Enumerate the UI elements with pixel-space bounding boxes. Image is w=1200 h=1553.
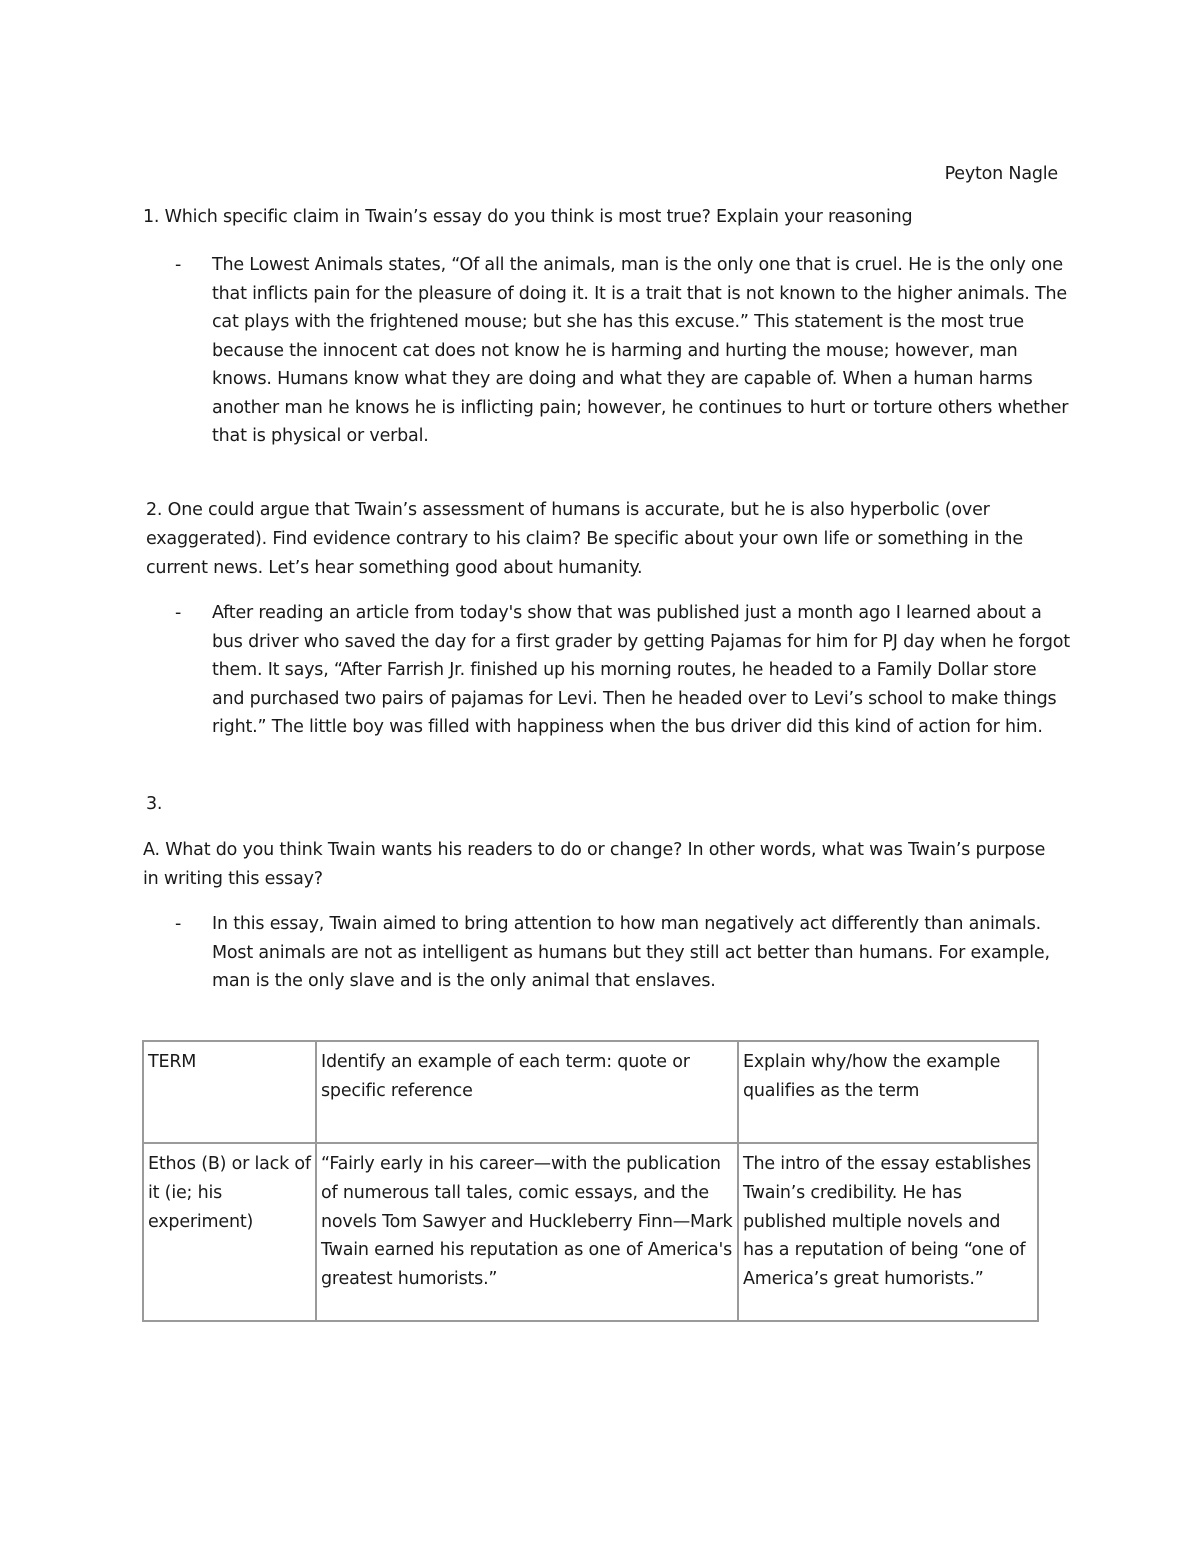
bullet-dash: -: [175, 914, 182, 934]
table-row: [143, 1143, 1038, 1321]
cell-explanation: The intro of the essay establishes Twain’s credibility. He has published multiple novels and has a reputation of being “one of America’s great humorists.”: [738, 1143, 1038, 1321]
question-2-answer: After reading an article from today's show that was published just a month ago I learned about a bus driver who saved the day for a first grader by getting Pajamas for him for PJ day when he forgot them. It says, “After Farrish Jr. finished up his morning routes, he headed to a Family Dollar store and purchased two pairs of pajamas for Levi. Then he headed over to Levi’s school to make things right.” The little boy was filled with happiness when the bus driver did this kind of action for him.: [212, 603, 1070, 737]
cell-term: Ethos (B) or lack of it (ie; his experiment): [143, 1143, 316, 1321]
question-2-prompt: 2. One could argue that Twain’s assessment of humans is accurate, but he is also hyperbolic (over exaggerated). Find evidence contrary to his claim? Be specific about your own life or something in the current news. Let’s hear something good about humanity.: [146, 500, 1023, 578]
cell-example: “Fairly early in his career—with the publication of numerous tall tales, comic essays, and the novels Tom Sawyer and Huckleberry Finn—Mark Twain earned his reputation as one of America's greatest humorists.”: [316, 1143, 738, 1321]
header-example: Identify an example of each term: quote or specific reference: [316, 1041, 738, 1143]
table-header-row: [143, 1041, 1038, 1143]
question-1-answer: The Lowest Animals states, “Of all the animals, man is the only one that is cruel. He is the only one that inflicts pain for the pleasure of doing it. It is a trait that is not known to the higher animals. The cat plays with the frightened mouse; but she has this excuse.” This statement is the most true because the innocent cat does not know he is harming and hurting the mouse; however, man knows. Humans know what they are doing and what they are capable of. When a human harms another man he knows he is inflicting pain; however, he continues to hurt or torture others whether that is physical or verbal.: [212, 255, 1069, 446]
header-explanation: Explain why/how the example qualifies as the term: [738, 1041, 1038, 1143]
author-name: Peyton Nagle: [944, 164, 1058, 184]
question-3-number: 3.: [146, 794, 163, 814]
bullet-dash: -: [175, 255, 182, 275]
question-3a-answer: In this essay, Twain aimed to bring attention to how man negatively act differently than animals. Most animals are not as intelligent as humans but they still act better than humans. For example, man is the only slave and is the only animal that enslaves.: [212, 914, 1050, 991]
header-term: TERM: [143, 1041, 316, 1143]
bullet-dash: -: [175, 603, 182, 623]
question-1-prompt: 1. Which specific claim in Twain’s essay do you think is most true? Explain your reasoning: [143, 207, 913, 227]
question-3a-prompt: A. What do you think Twain wants his readers to do or change? In other words, what was Twain’s purpose in writing this essay?: [143, 840, 1046, 889]
term-table: [142, 1040, 1039, 1322]
